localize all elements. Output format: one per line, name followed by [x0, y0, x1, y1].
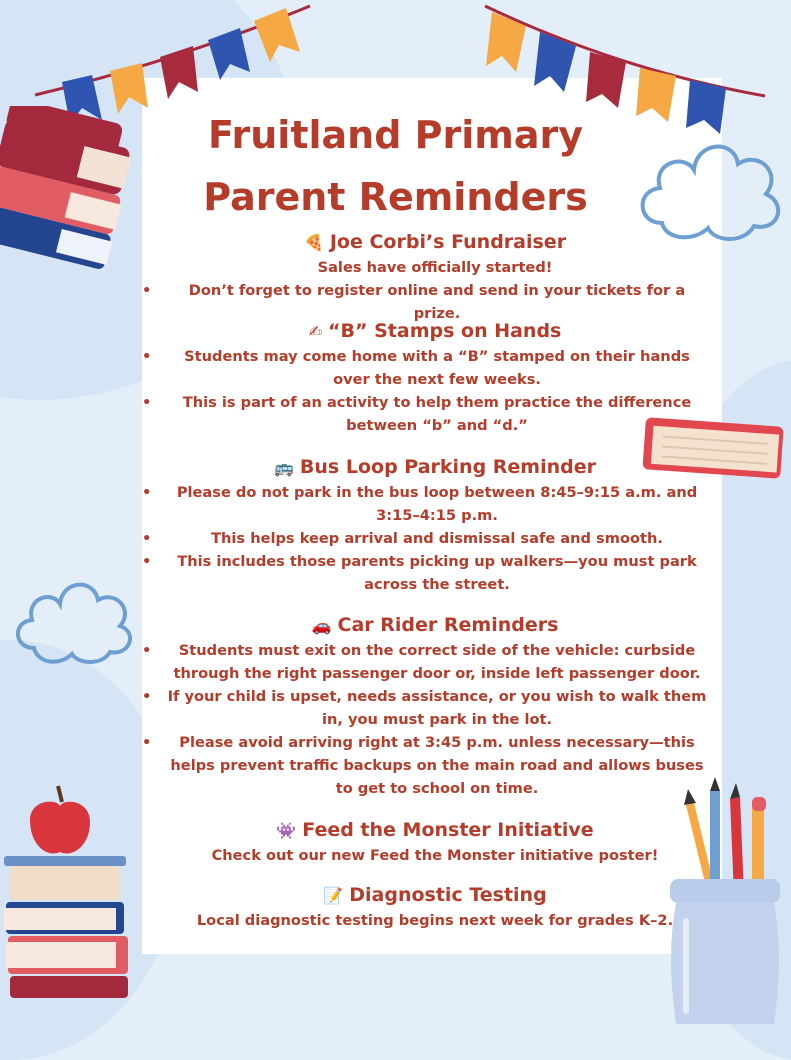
list-item: • This includes those parents picking up walkers—you must park across the street.: [150, 550, 720, 596]
section-feed-monster: [150, 817, 720, 867]
section-heading: 🍕 Joe Corbi’s Fundraiser: [303, 231, 567, 253]
title-line-1: Fruitland Primary: [207, 113, 584, 157]
cloud-icon-left: [10, 570, 140, 668]
list-item: • This helps keep arrival and dismissal safe and smooth.: [150, 527, 720, 550]
list-item: • Don’t forget to register online and send in your tickets for a prize.: [150, 279, 720, 325]
list-item: • Please do not park in the bus loop between 8:45–9:15 a.m. and 3:15–4:15 p.m.: [150, 481, 720, 527]
section-b-stamps: [150, 318, 720, 437]
list-item: • Please avoid arriving right at 3:45 p.m. unless necessary—this helps prevent traffic backups on the main road and allows buses to get to school on time.: [150, 731, 720, 800]
section-heading: 👾 Feed the Monster Initiative: [276, 819, 594, 841]
bus-icon: 🚌: [274, 458, 294, 477]
section-heading: 🚗 Car Rider Reminders: [311, 614, 559, 636]
section-heading: 🚌 Bus Loop Parking Reminder: [274, 456, 596, 478]
list-item: • Students may come home with a “B” stamped on their hands over the next few weeks.: [150, 345, 720, 391]
car-icon: 🚗: [311, 616, 332, 635]
list-item: • Students must exit on the correct side of the vehicle: curbside through the right passenger door or, inside left passenger door.: [150, 639, 720, 685]
page-title: [0, 104, 791, 228]
memo-icon: 📝: [323, 886, 344, 905]
section-intro: Sales have officially started!: [317, 259, 553, 276]
pizza-icon: 🍕: [303, 233, 324, 252]
bullet-list: [150, 345, 720, 437]
section-fundraiser: [150, 229, 720, 325]
bullet-list: [150, 481, 720, 596]
apple-books-icon: [0, 780, 135, 1000]
section-intro: Local diagnostic testing begins next week for grades K–2.: [196, 912, 674, 929]
section-bus-loop: [150, 454, 720, 596]
section-intro: Check out our new Feed the Monster initiative poster!: [211, 847, 659, 864]
bullet-list: [150, 639, 720, 800]
section-diagnostic-testing: [150, 882, 720, 932]
section-heading: ✍ “B” Stamps on Hands: [308, 320, 562, 342]
monster-icon: 👾: [276, 821, 297, 840]
writing-hand-icon: ✍: [308, 322, 323, 341]
list-item: • This is part of an activity to help them practice the difference between “b” and “d.”: [150, 391, 720, 437]
list-item: • If your child is upset, needs assistance, or you wish to walk them in, you must park in the lot.: [150, 685, 720, 731]
title-line-2: Parent Reminders: [203, 175, 588, 219]
section-car-rider: [150, 612, 720, 800]
section-heading: 📝 Diagnostic Testing: [323, 884, 547, 906]
